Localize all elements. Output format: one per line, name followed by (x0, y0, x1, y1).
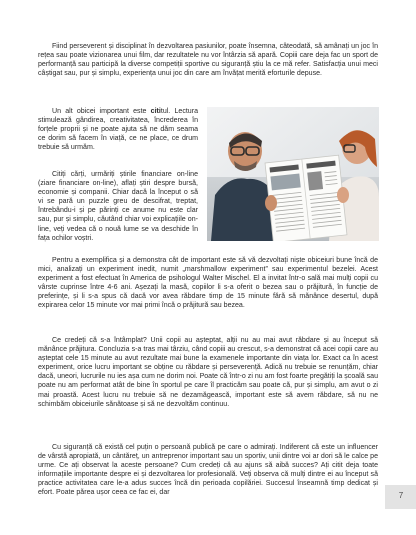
paragraph-public-figures: Cu siguranță că există cel puțin o persoană publică pe care o admirați. Indiferent că este un influencer de vârstă apropiată, un cântăreț, un antreprenor important sau un sportiv, unii dintre voi ar dori să le calce pe urme. Ce ați observat la aceste persoane? Cum credeți că au ajuns să aibă succes? Ați citit deja toate informațiile importante despre ei și dezvoltarea lor profesională. Veți observa că mulți dintre ei au început să practice activitatea care le-a adus succes încă din perioada copilăriei. Succesul înseamnă timp dedicat și efort. Poate părea ușor ceea ce fac ei, dar (38, 444, 378, 497)
paragraph-reading-rest: tul. Lectura stimulează gândirea, creativitatea, încrederea în forțele proprii și ne poate ajuta să ne dăm seama ce dorim să facem în viață, ce ne place, ce drum trebuie să urmăm. (38, 108, 198, 152)
paragraph-perseverance: Fiind perseverent și disciplinat în dezvoltarea pasiunilor, poate însemna, câteodată, să amânați un joc în rețea sau poate vizionarea unui film, dar rezultatele nu vor întârzia să apară. Copiii care deja fac un sport de performanță sau participă la diverse competiții sportive cu siguranță știu la ce mă refer. Satisfacția unui meci câștigat sau, pur și simplu, experiența unui joc din care am învățat merită eforturile depuse. (38, 43, 378, 78)
couple-reading-newspaper-photo (207, 107, 379, 241)
page-number: 7 (398, 491, 404, 500)
paragraph-financial-news: Citiți cărți, urmăriți știrile financiare on-line (ziare financiare on-line), aflați știri despre bursă, economie și companii. Chiar dacă la început o să vi se pară un puzzle greu de descifrat, treptat, întrebându-i și pe părinți ce anume nu este clar sau, pur și simplu, căutând chiar voi explicațiile on-line, veți vedea că o nouă lume se va deschide în fața ochilor voștri. (38, 171, 198, 242)
paragraph-marshmallow-experiment: Pentru a exemplifica și a demonstra cât de important este să vă dezvoltați niște obiceiuri bune încă de mici, analizați un experiment inedit, numit „marshmallow experiment” sau experimentul bezelei. Acest experiment a fost efectuat în America de psihologul Walter Mischel. El a invitat într-o sală mai mulți copii cu vârste cuprinse între 4-6 ani. Așezați la masă, copiilor li s-a oferit o bezea sau o prăjitură, în funcție de preferințe, și li s-a spus că dacă vor avea răbdare timp de 15 minute fără să mănânce desertul, după expirarea celor 15 minute vor mai primi încă o prăjitură sau bezea. (38, 257, 378, 310)
paragraph-reading-intro: Un alt obicei important este (52, 108, 151, 115)
paragraph-reading (38, 107, 198, 152)
paragraph-experiment-results: Ce credeți că s-a întâmplat? Unii copii au așteptat, alții nu au mai avut răbdare și au început să mănânce prăjitura. Concluzia s-a tras mai târziu, când copiii au crescut, s-a demonstrat că acei copii care au așteptat cele 15 minute au avut rezultate mai bune la examenele importante din viața lor. Exact ca în acest experiment, orice lucru important se obține cu răbdare și perseverență. Adică nu trebuie se renunțăm, chiar dacă, uneori, lucrurile nu ies așa cum ne dorim noi. Poate că într-o zi nu am fost foarte pregătiți la școală sau poate nu am performat atât de bine în sportul pe care îl practicăm sau poate că, pur și simplu, am avut o zi mai proastă. Acest lucru nu trebuie să ne dezamăgească, important este să avem răbdare, să nu ne schimbăm obiceiurile sănătoase și să ne dezvoltăm continuu. (38, 337, 378, 408)
reading-keyword: citi (150, 108, 161, 115)
